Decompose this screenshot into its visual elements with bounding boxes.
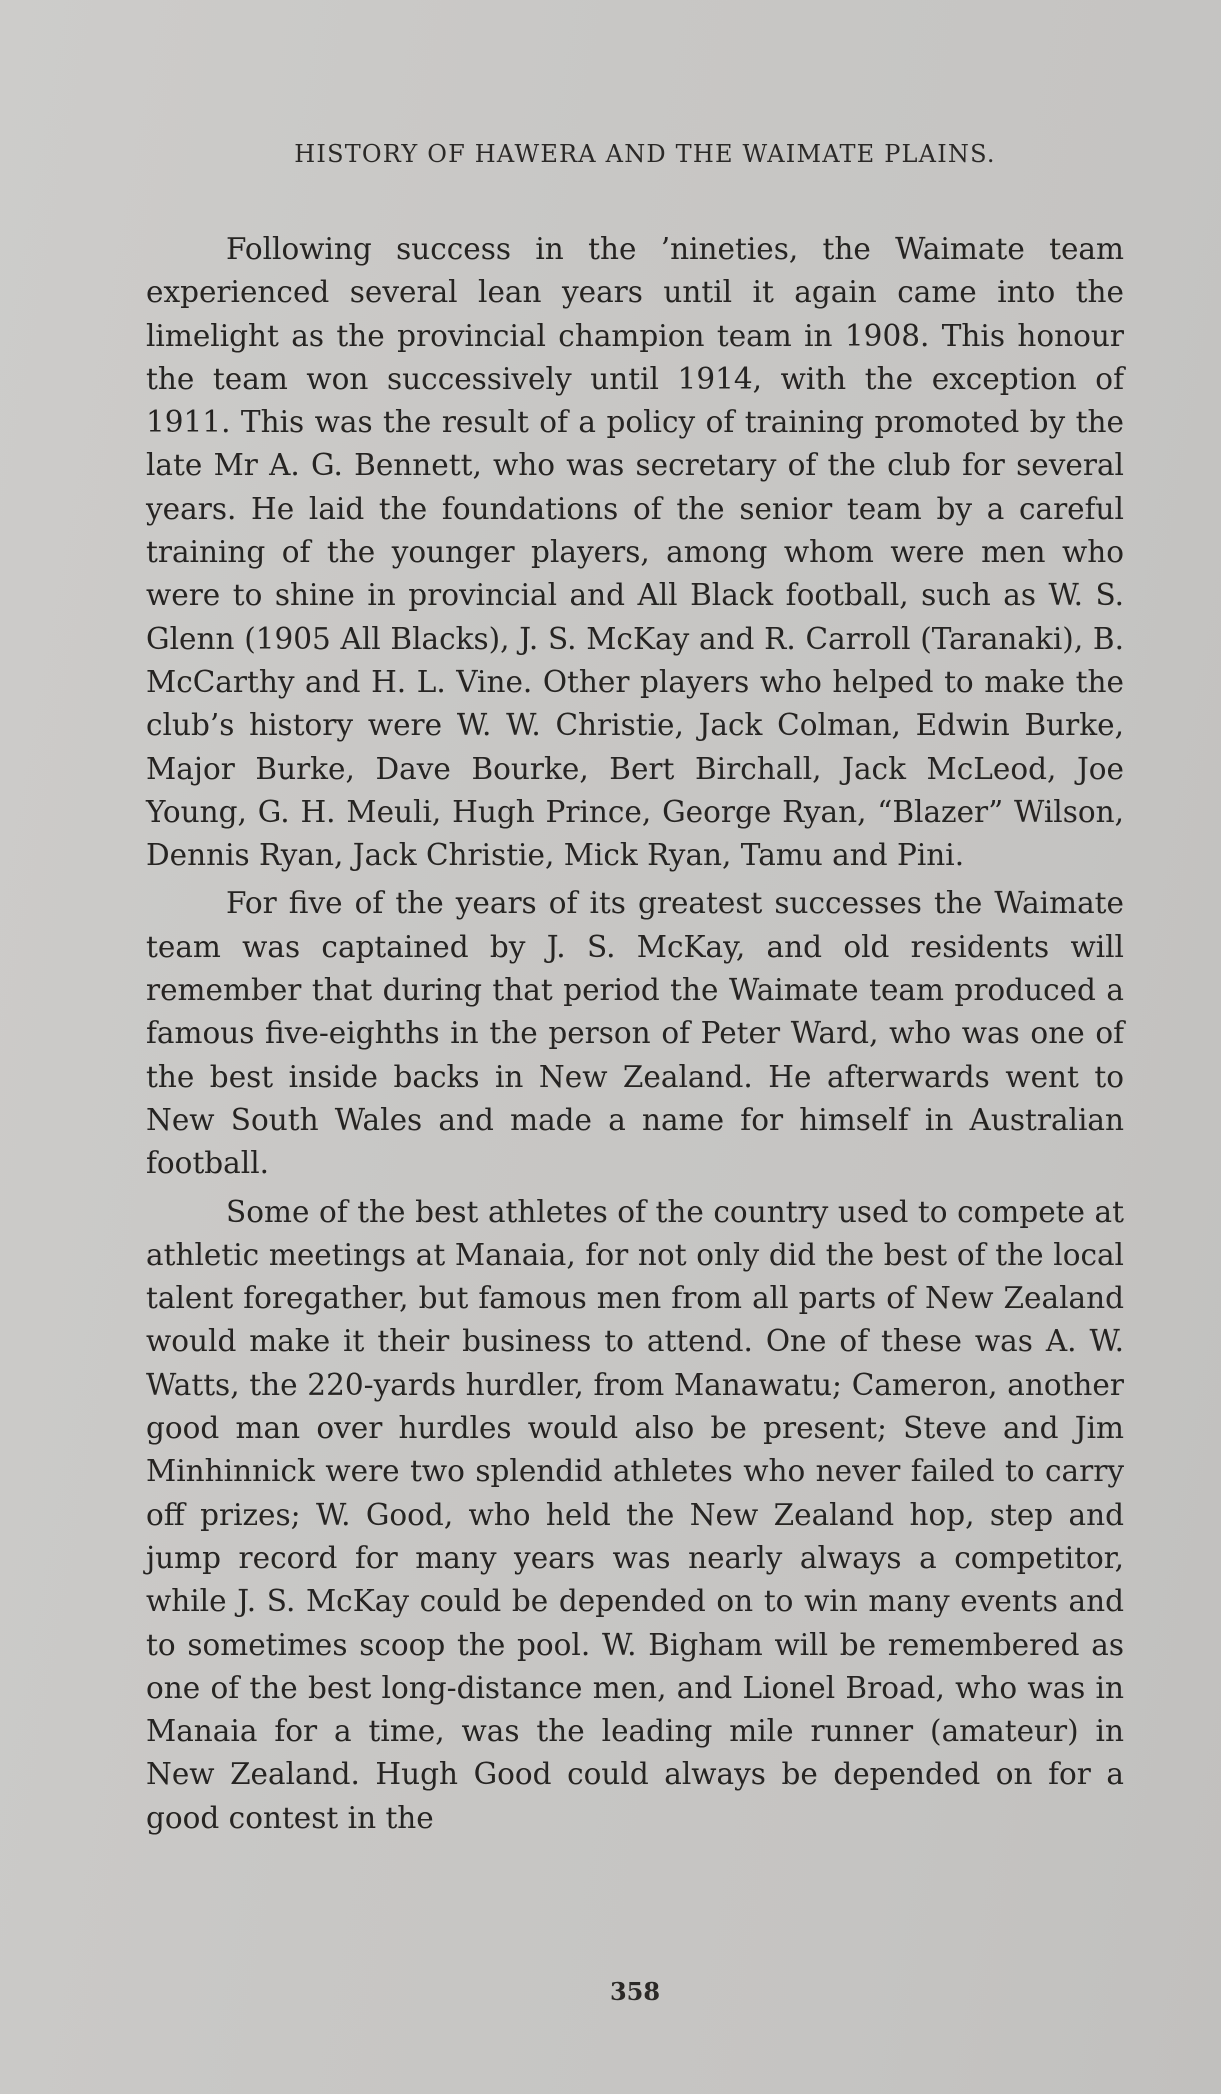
paragraph-manaia-athletics: Some of the best athletes of the country used to compete at athletic meetings at Manaia, for not only did the best of the local talent foregather, but famous men from all parts of New Zealand would make it their business to attend. One of these was A. W. Watts, the 220-yards hurdler, from Manawatu; Cameron, another good man over hurdles would also be present; Steve and Jim Minhinnick were two splendid athletes who never failed to carry off prizes; W. Good, who held the New Zealand hop, step and jump record for many years was nearly always a competitor, while J. S. McKay could be depended on to win many events and to sometimes scoop the pool. W. Bigham will be remembered as one of the best long-distance men, and Lionel Broad, who was in Manaia for a time, was the leading mile runner (amateur) in New Zealand. Hugh Good could always be depended on for a good contest in the <box>146 1194 1124 1835</box>
body-text <box>146 228 1124 1845</box>
paragraph-mckay-captaincy: For five of the years of its greatest successes the Waimate team was captained by J. S. McKay, and old residents will remember that during that period the Waimate team produced a famous five-eighths in the person of Peter Ward, who was one of the best inside backs in New Zealand. He afterwards went to New South Wales and made a name for himself in Australian football. <box>146 886 1124 1181</box>
page-number: 358 <box>609 1977 661 2006</box>
running-head: HISTORY OF HAWERA AND THE WAIMATE PLAINS. <box>294 140 996 168</box>
paragraph-waimate-football: Following success in the ’nineties, the Waimate team experienced several lean years until it again came into the limelight as the provincial champion team in 1908. This honour the team won successively until 1914, with the exception of 1911. This was the result of a policy of training promoted by the late Mr A. G. Bennett, who was secretary of the club for several years. He laid the foundations of the senior team by a careful training of the younger players, among whom were men who were to shine in provincial and All Black football, such as W. S. Glenn (1905 All Blacks), J. S. McKay and R. Carroll (Taranaki), B. McCarthy and H. L. Vine. Other players who helped to make the club’s history were W. W. Christie, Jack Colman, Edwin Burke, Major Burke, Dave Bourke, Bert Birchall, Jack McLeod, Joe Young, G. H. Meuli, Hugh Prince, George Ryan, “Blazer” Wilson, Dennis Ryan, Jack Christie, Mick Ryan, Tamu and Pini. <box>146 232 1124 873</box>
